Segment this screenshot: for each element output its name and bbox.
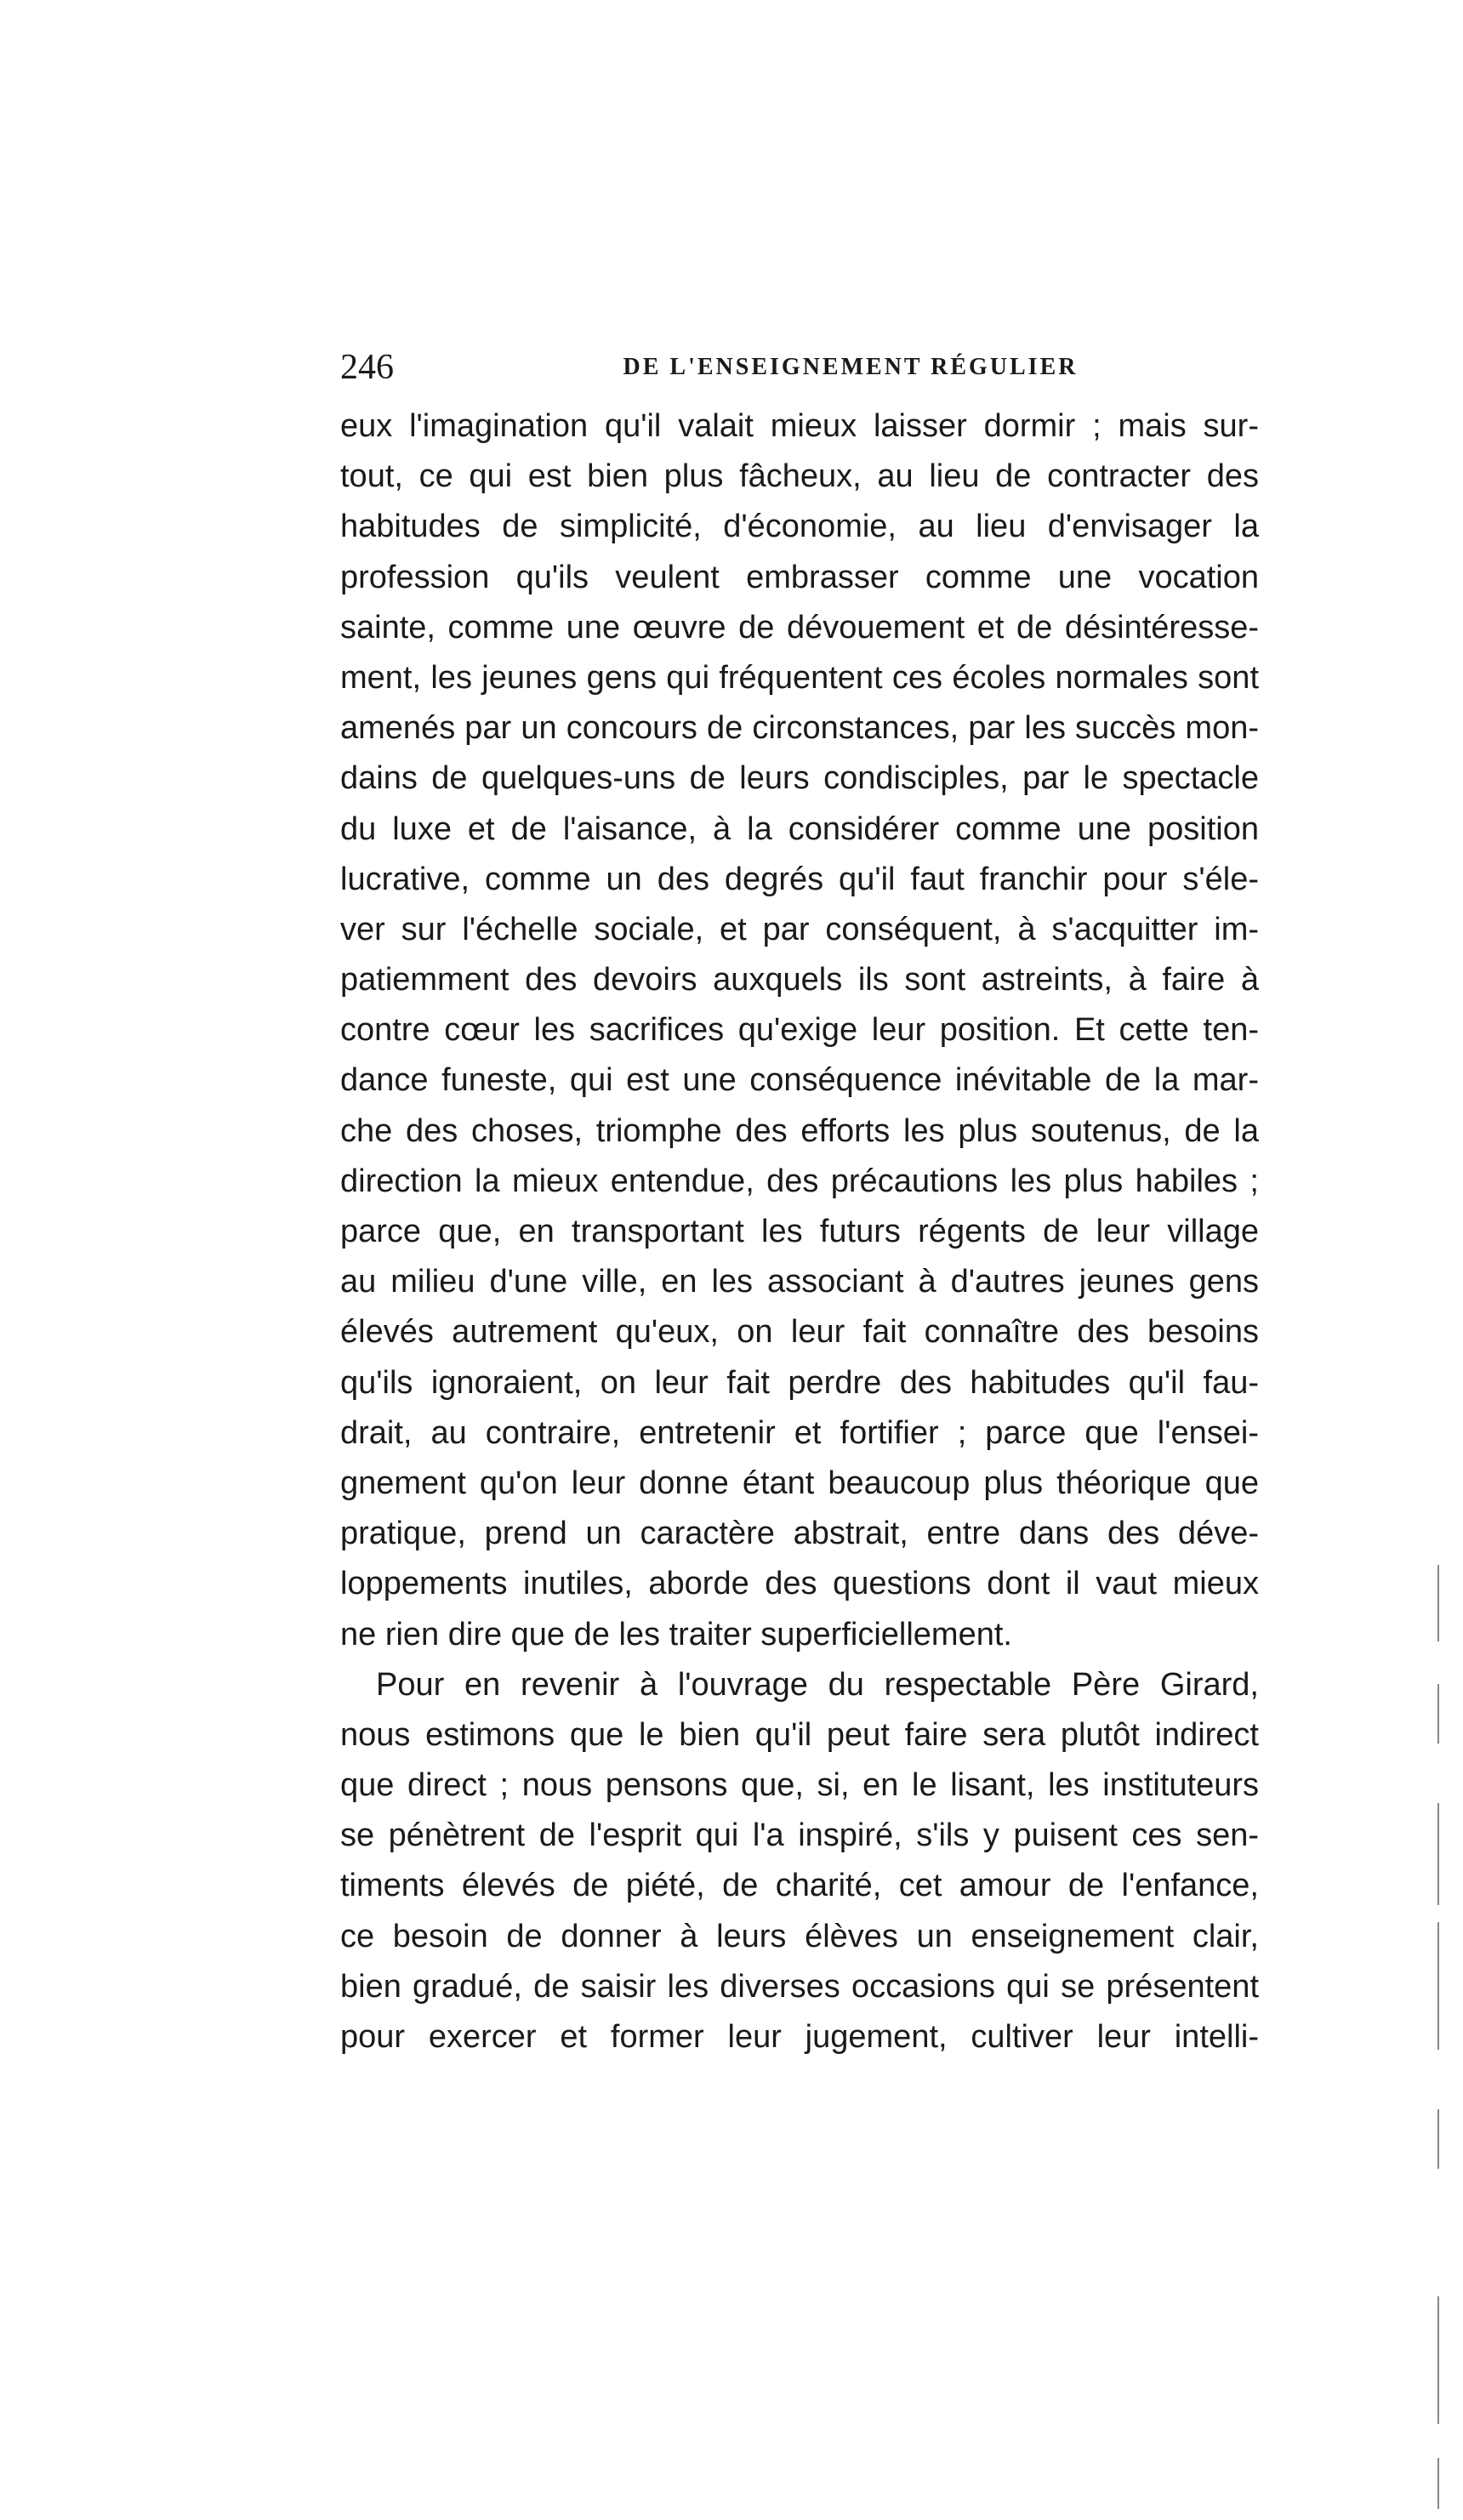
text-line: ne rien dire que de les traiter superficiellement. (340, 1616, 1012, 1653)
text-line: dance funeste, qui est une conséquence inévitable de la mar- (340, 1062, 1259, 1099)
paragraph (340, 1660, 1259, 2063)
text-line: direction la mieux entendue, des précautions les plus habiles ; (340, 1163, 1259, 1199)
scan-mark (1437, 2458, 1439, 2509)
text-line: ver sur l'échelle sociale, et par conséquent, à s'acquitter im- (340, 911, 1259, 947)
text-line: au milieu d'une ville, en les associant à d'autres jeunes gens (340, 1264, 1259, 1300)
text-line: nous estimons que le bien qu'il peut faire sera plutôt indirect (340, 1716, 1259, 1753)
text-line: amenés par un concours de circonstances, par les succès mon- (340, 710, 1259, 747)
running-head (340, 344, 1259, 391)
text-line: gnement qu'on leur donne étant beaucoup plus théorique que (340, 1465, 1259, 1501)
scan-margin-marks (1437, 1565, 1446, 2517)
text-line: sainte, comme une œuvre de dévouement et de désintéresse- (340, 609, 1259, 646)
text-line: bien gradué, de saisir les diverses occasions qui se présentent (340, 1968, 1259, 2005)
text-line: se pénètrent de l'esprit qui l'a inspiré, s'ils y puisent ces sen- (340, 1817, 1259, 1854)
text-line: habitudes de simplicité, d'économie, au lieu d'envisager la (340, 509, 1259, 545)
scan-mark (1437, 1565, 1439, 1641)
text-line: eux l'imagination qu'il valait mieux laisser dormir ; mais sur- (340, 408, 1259, 444)
text-line: drait, au contraire, entretenir et fortifier ; parce que l'ensei- (340, 1414, 1259, 1451)
text-line: profession qu'ils veulent embrasser comme une vocation (340, 559, 1259, 595)
text-line: que direct ; nous pensons que, si, en le lisant, les instituteurs (340, 1767, 1259, 1804)
text-line: pour exercer et former leur jugement, cultiver leur intelli- (340, 2019, 1259, 2055)
body-text (340, 401, 1259, 2062)
scan-mark (1437, 2109, 1439, 2169)
scan-mark (1437, 1803, 1439, 1905)
scan-mark (1437, 2296, 1439, 2424)
text-line: timents élevés de piété, de charité, cet amour de l'enfance, (340, 1868, 1259, 1904)
text-line: parce que, en transportant les futurs régents de leur village (340, 1214, 1259, 1249)
text-line: ce besoin de donner à leurs élèves un enseignement clair, (340, 1918, 1259, 1954)
text-line: tout, ce qui est bien plus fâcheux, au lieu de contracter des (340, 458, 1259, 495)
text-line: du luxe et de l'aisance, à la considérer comme une position (340, 811, 1259, 847)
text-line: loppements inutiles, aborde des questions dont il vaut mieux (340, 1566, 1259, 1602)
text-line: lucrative, comme un des degrés qu'il faut franchir pour s'éle- (340, 861, 1259, 897)
text-line: qu'ils ignoraient, on leur fait perdre des habitudes qu'il fau- (340, 1364, 1259, 1401)
scan-mark (1437, 1684, 1439, 1744)
paragraph (340, 401, 1259, 1660)
text-line: ment, les jeunes gens qui fréquentent ces écoles normales sont (340, 659, 1259, 696)
text-line: contre cœur les sacrifices qu'exige leur position. Et cette ten- (340, 1012, 1259, 1049)
running-title: DE L'ENSEIGNEMENT RÉGULIER (623, 354, 1079, 380)
scan-mark (1437, 1922, 1439, 2050)
text-line: che des choses, triomphe des efforts les plus soutenus, de la (340, 1112, 1259, 1149)
page-number: 246 (340, 348, 394, 387)
text-line: Pour en revenir à l'ouvrage du respectable Père Girard, (376, 1666, 1259, 1703)
text-line: pratique, prend un caractère abstrait, entre dans des déve- (340, 1516, 1259, 1552)
text-line: dains de quelques-uns de leurs condisciples, par le spectacle (340, 760, 1259, 797)
text-line: élevés autrement qu'eux, on leur fait connaître des besoins (340, 1314, 1259, 1351)
text-line: patiemment des devoirs auxquels ils sont astreints, à faire à (340, 962, 1259, 998)
